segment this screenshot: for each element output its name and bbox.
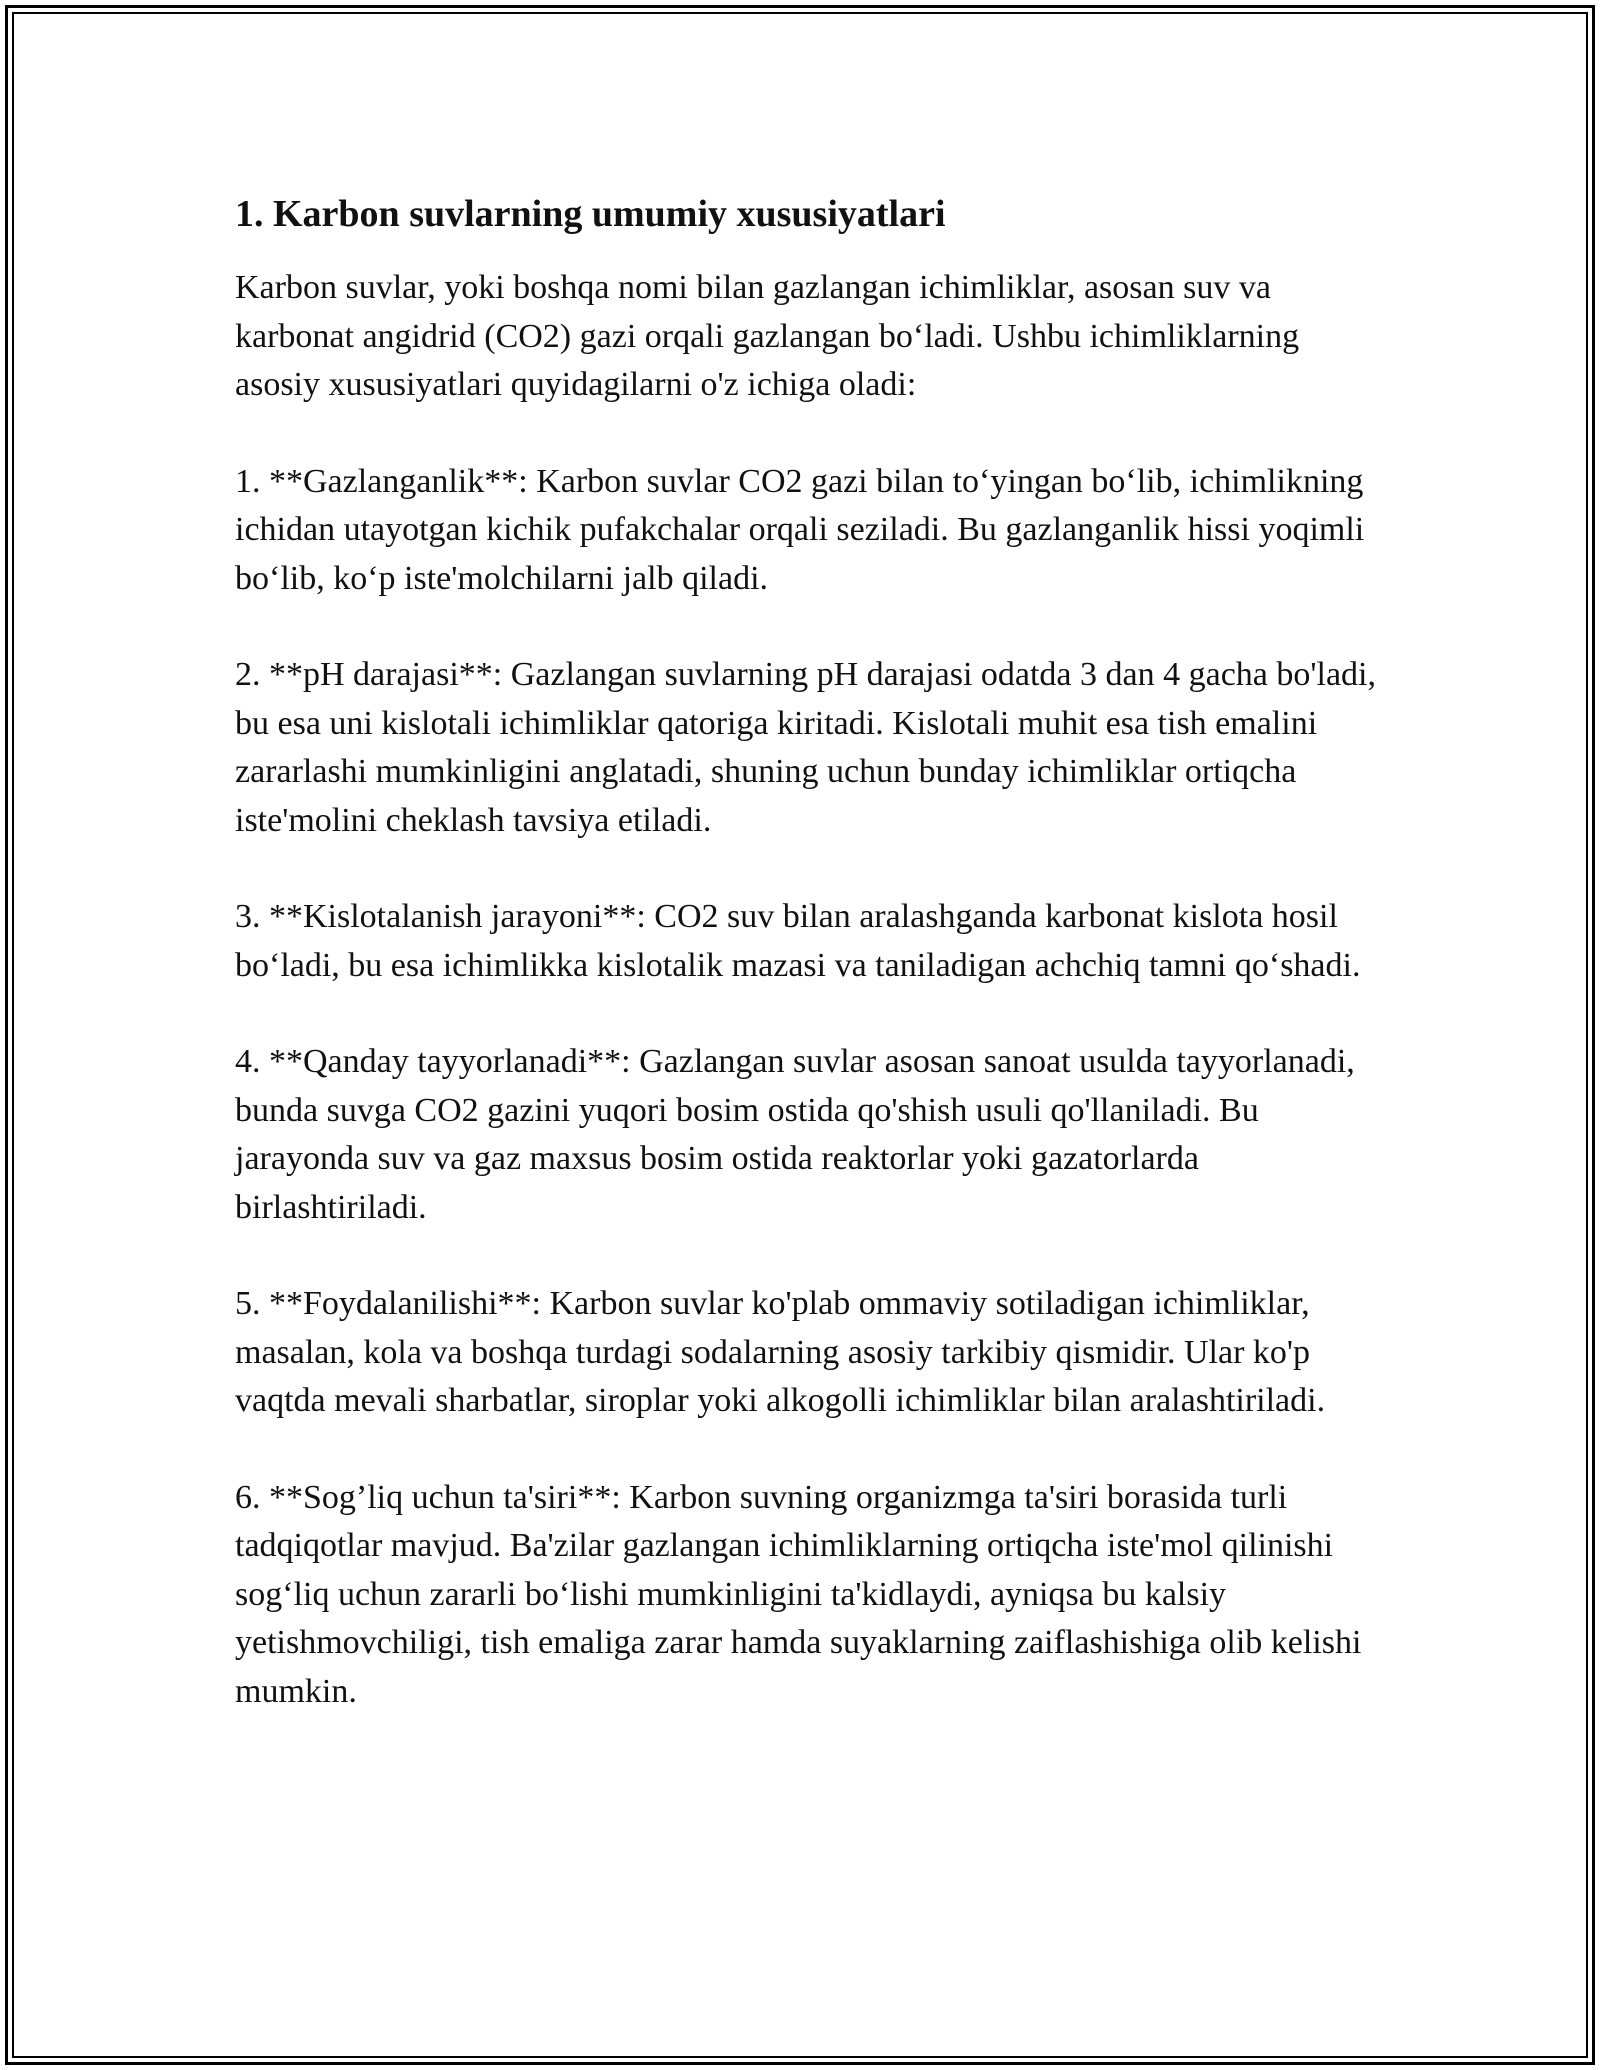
list-item-5: 5. **Foydalanilishi**: Karbon suvlar ko'plab ommaviy sotiladigan ichimliklar, masalan, kola va boshqa turdagi sodalarning asosiy tarkibiy qismidir. Ular ko'p vaqtda mevali sharbatlar, siroplar yoki alkogolli ichimliklar bilan aralashtiriladi. [235, 1285, 1326, 1419]
intro-paragraph: Karbon suvlar, yoki boshqa nomi bilan gazlangan ichimliklar, asosan suv va karbonat angidrid (CO2) gazi orqali gazlangan bo‘ladi. Ushbu ichimliklarning asosiy xususiyatlari quyidagilarni o'z ichiga oladi: [235, 269, 1300, 403]
list-item-4: 4. **Qanday tayyorlanadi**: Gazlangan suvlar asosan sanoat usulda tayyorlanadi, bunda suvga CO2 gazini yuqori bosim ostida qo'shish usuli qo'llaniladi. Bu jarayonda suv va gaz maxsus bosim ostida reaktorlar yoki gazatorlarda birlashtiriladi. [235, 1043, 1355, 1226]
list-item-2: 2. **pH darajasi**: Gazlangan suvlarning pH darajasi odatda 3 dan 4 gacha bo'ladi, bu esa uni kislotali ichimliklar qatoriga kiritadi. Kislotali muhit esa tish emalini zararlashi mumkinligini anglatadi, shuning uchun bunday ichimliklar ortiqcha iste'molini cheklash tavsiya etiladi. [235, 656, 1376, 839]
list-item-3: 3. **Kislotalanish jarayoni**: CO2 suv bilan aralashganda karbonat kislota hosil bo‘ladi, bu esa ichimlikka kislotalik mazasi va taniladigan achchiq tamni qo‘shadi. [235, 898, 1361, 984]
section-heading: 1. Karbon suvlarning umumiy xususiyatlari [235, 193, 946, 235]
document-body [235, 188, 1385, 1764]
list-item-1: 1. **Gazlanganlik**: Karbon suvlar CO2 gazi bilan to‘yingan bo‘lib, ichimlikning ichidan utayotgan kichik pufakchalar orqali seziladi. Bu gazlanganlik hissi yoqimli bo‘lib, ko‘p iste'molchilarni jalb qiladi. [235, 462, 1365, 597]
list-item-6: 6. **Sog’liq uchun ta'siri**: Karbon suvning organizmga ta'siri borasida turli tadqiqotlar mavjud. Ba'zilar gazlangan ichimliklarning ortiqcha iste'mol qilinishi sog‘liq uchun zararli bo‘lishi mumkinligini ta'kidlaydi, ayniqsa bu kalsiy yetishmovchiligi, tish emaliga zarar hamda suyaklarning zaiflashishiga olib kelishi mumkin. [235, 1478, 1362, 1710]
